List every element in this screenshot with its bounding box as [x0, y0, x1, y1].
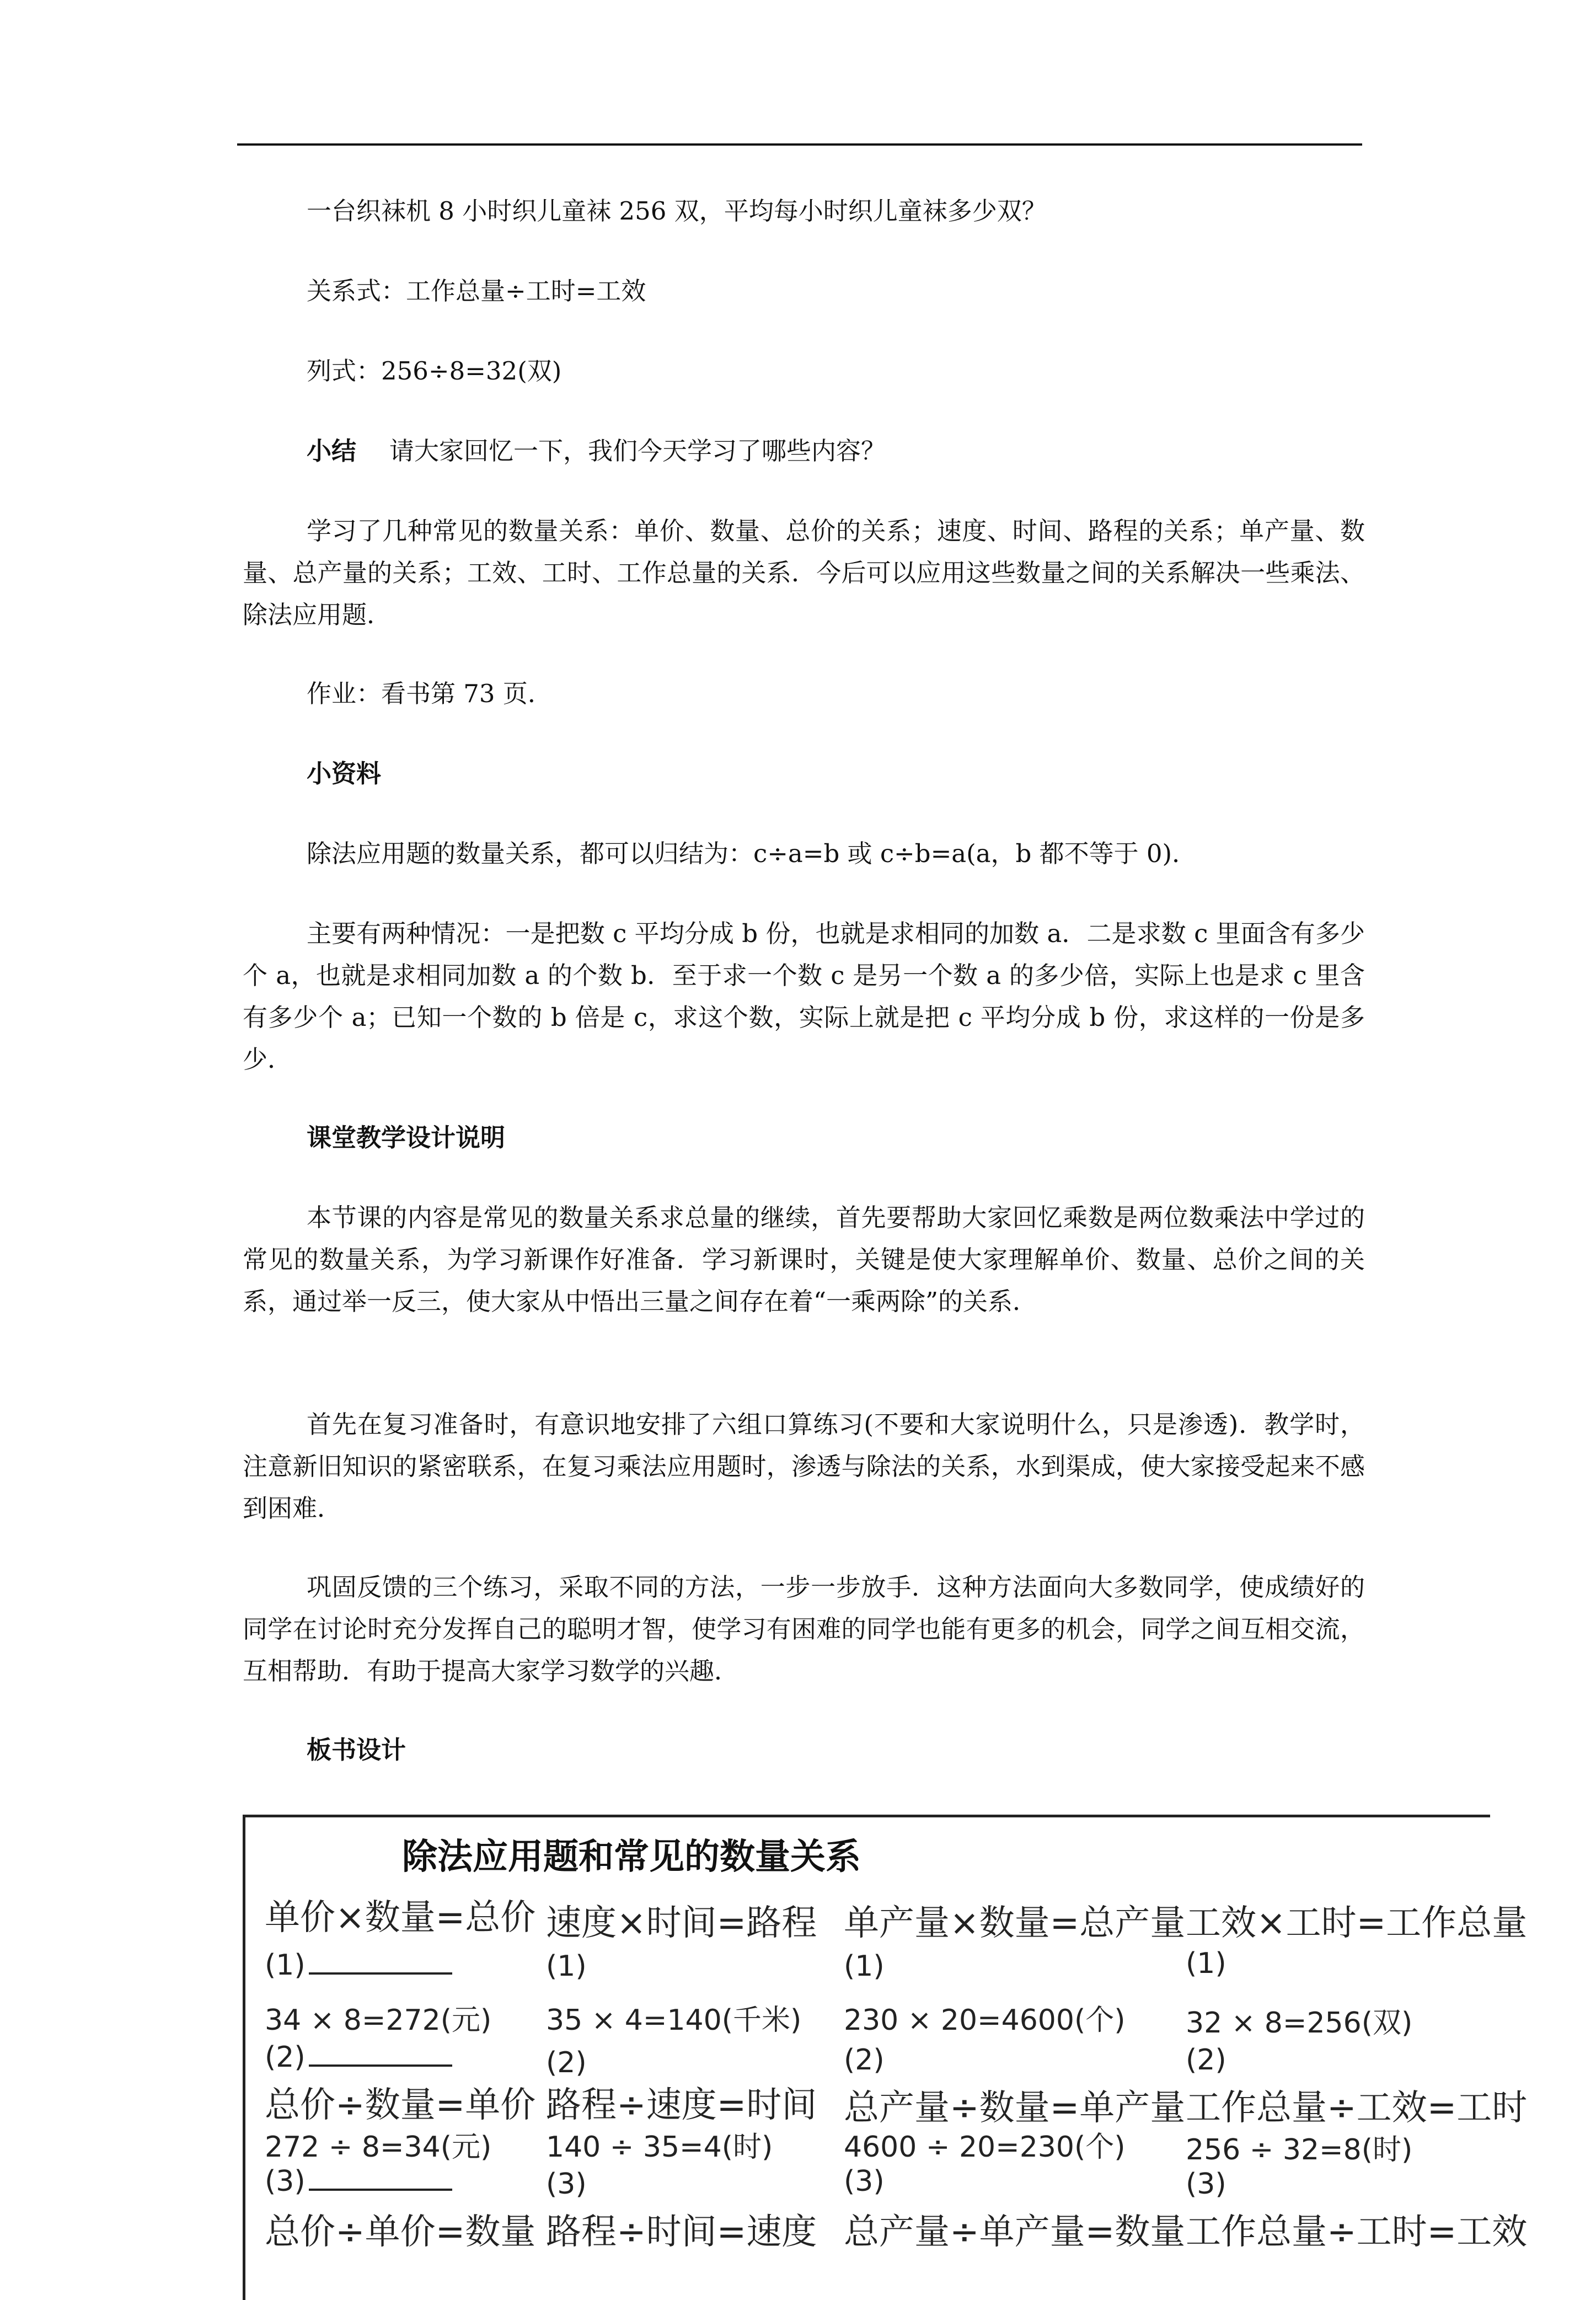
paragraph-relation: 关系式：工作总量÷工时=工效: [307, 276, 646, 306]
board-item-number: (1): [1186, 1947, 1227, 1980]
heading-design-notes: 课堂教学设计说明: [307, 1123, 506, 1152]
board-blank-line: [309, 1950, 452, 1975]
board-item-number: (2): [844, 2044, 885, 2077]
board-blank-line: [309, 2167, 452, 2191]
paragraph-design-2: 首先在复习准备时，有意识地安排了六组口算练习(不要和大家说明什么，只是渗透)．教学时，注意新旧知识的紧密联系，在复习乘法应用题时，渗透与除法的关系，水到渠成，使大家接受起来不感到困难．: [243, 1410, 1365, 1523]
board-relation: 路程÷速度=时间: [546, 2085, 817, 2126]
board-equation: 256 ÷ 32=8(时): [1186, 2133, 1413, 2167]
board-relation: 总价÷数量=单价: [265, 2085, 536, 2126]
board-equation: 35 × 4=140(千米): [546, 2004, 802, 2037]
board-item-number: (3): [265, 2165, 452, 2198]
board-relation: 总产量÷单产量=数量: [844, 2212, 1186, 2253]
paragraph-design-1: 本节课的内容是常见的数量关系求总量的继续，首先要帮助大家回忆乘数是两位数乘法中学过的常见的数量关系，为学习新课作好准备．学习新课时，关键是使大家理解单价、数量、总价之间的关系，通过举一反三，使大家从中悟出三量之间存在着“一乘两除”的关系．: [243, 1203, 1365, 1316]
board-item-number: (3): [1186, 2168, 1227, 2201]
heading-reference: 小资料: [307, 759, 382, 788]
summary-text: 请大家回忆一下，我们今天学习了哪些内容？: [389, 436, 886, 466]
board-item-number: (2): [546, 2046, 587, 2079]
board-item-number: (3): [844, 2165, 885, 2198]
board-equation: 272 ÷ 8=34(元): [265, 2131, 492, 2164]
summary-label: 小结: [307, 436, 357, 466]
board-item-number: (2): [1186, 2044, 1227, 2077]
board-relation: 速度×时间=路程: [546, 1903, 817, 1944]
board-relation: 单产量×数量=总产量: [844, 1903, 1186, 1944]
paragraph-homework: 作业：看书第 73 页．: [307, 679, 553, 708]
paragraph-design-3: 巩固反馈的三个练习，采取不同的方法，一步一步放手．这种方法面向大多数同学，使成绩好的同学在讨论时充分发挥自己的聪明才智，使学习有困难的同学也能有更多的机会，同学之间互相交流，互相帮助．有助于提高大家学习数学的兴趣．: [243, 1572, 1365, 1686]
board-item-number: (3): [546, 2168, 587, 2201]
board-relation: 单价×数量=总价: [265, 1897, 536, 1938]
paragraph-problem: 一台织袜机 8 小时织儿童袜 256 双，平均每小时织儿童袜多少双？: [307, 196, 1047, 226]
paragraph-equation: 列式：256÷8=32(双): [307, 356, 562, 386]
paragraph-summary-content: 学习了几种常见的数量关系：单价、数量、总价的关系；速度、时间、路程的关系；单产量、数量、总产量的关系；工效、工时、工作总量的关系．今后可以应用这些数量之间的关系解决一些乘法、除法应用题．: [243, 516, 1365, 629]
paragraph-division-relation: 除法应用题的数量关系，都可以归结为：c÷a=b 或 c÷b=a(a，b 都不等于 0)．: [307, 839, 1197, 868]
board-item-number: (1): [546, 1950, 587, 1983]
board-relation: 工作总量÷工时=工效: [1186, 2212, 1528, 2253]
board-blank-line: [309, 2042, 452, 2067]
board-item-number: (2): [265, 2041, 452, 2074]
blackboard-design-image: [243, 1815, 1528, 2300]
board-equation: 140 ÷ 35=4(时): [546, 2131, 773, 2164]
board-title: 除法应用题和常见的数量关系: [402, 1837, 861, 1878]
board-relation: 路程÷时间=速度: [546, 2212, 817, 2253]
board-relation: 总价÷单价=数量: [265, 2212, 536, 2253]
board-equation: 230 × 20=4600(个): [844, 2004, 1126, 2037]
paragraph-two-cases: 主要有两种情况：一是把数 c 平均分成 b 份，也就是求相同的加数 a．二是求数 c 里面含有多少个 a，也就是求相同加数 a 的个数 b．至于求一个数 c 是另一个数 a 的多少倍，实际上也是求 c 里含有多少个 a；已知一个数的 b 倍是 c，求这个数，实际上就是把 c 平均分成 b 份，求这样的一份是多少．: [243, 919, 1365, 1074]
board-item-number: (1): [844, 1950, 885, 1983]
board-equation: 4600 ÷ 20=230(个): [844, 2131, 1126, 2164]
board-equation: 32 × 8=256(双): [1186, 2007, 1413, 2040]
board-relation: 工作总量÷工效=工时: [1186, 2088, 1528, 2128]
board-relation: 工效×工时=工作总量: [1186, 1903, 1528, 1944]
paragraph-summary: [243, 430, 1365, 472]
board-item-number: (1): [265, 1949, 452, 1982]
header-rule: [237, 143, 1362, 146]
heading-board-design: 板书设计: [307, 1735, 406, 1764]
board-relation: 总产量÷数量=单产量: [844, 2088, 1186, 2128]
board-equation: 34 × 8=272(元): [265, 2004, 492, 2037]
